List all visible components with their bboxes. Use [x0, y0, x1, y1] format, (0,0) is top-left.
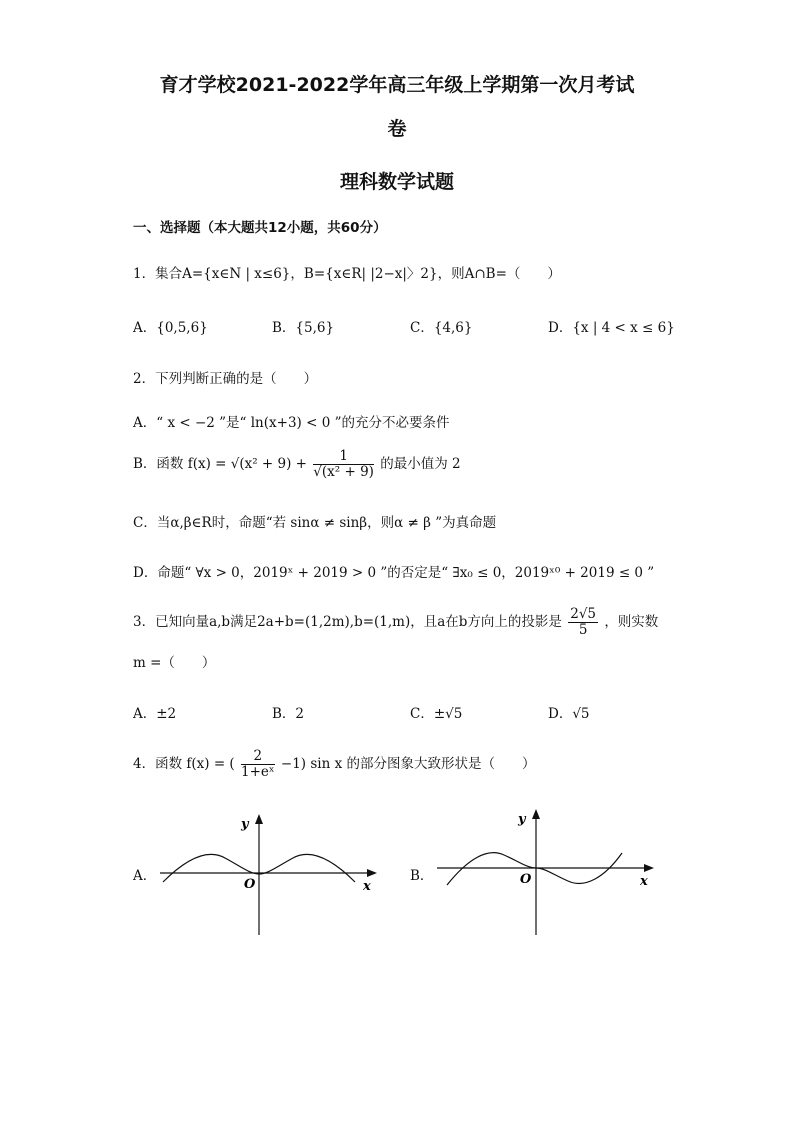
fraction-denominator: √(x² + 9)	[313, 464, 374, 480]
question-4-graph-b[interactable]	[432, 805, 662, 940]
page-subtitle: 理科数学试题	[339, 171, 454, 193]
function-curve	[447, 853, 622, 885]
question-2-option-d[interactable]: D．命题“ ∀x > 0，2019ˣ + 2019 > 0 ”的否定是“ ∃x₀ ≤ 0，2019ˣ⁰ + 2019 ≤ 0 ”	[133, 565, 655, 581]
question-1-stem: 1．集合A={x∈N | x≤6}，B={x∈R| |2−x|〉2}，则A∩B=（ ）	[133, 266, 561, 282]
section-heading: 一、选择题（本大题共12小题，共60分）	[133, 220, 387, 236]
fraction-denominator: 1+eˣ	[240, 764, 275, 780]
y-axis-label: y	[518, 812, 526, 827]
x-axis-arrow	[367, 869, 377, 877]
question-2-option-c[interactable]: C．当α,β∈R时，命题“若 sinα ≠ sinβ，则α ≠ β ”为真命题	[133, 515, 497, 531]
x-axis-arrow	[644, 864, 654, 872]
question-4-option-b-label[interactable]: B．	[410, 868, 434, 884]
question-4-graph-a[interactable]	[155, 810, 385, 940]
fraction-numerator: 2√5	[570, 606, 597, 622]
page-title-line2: 卷	[387, 118, 407, 140]
question-3-stem-line2: m =（ ）	[133, 655, 216, 671]
question-1-option-a[interactable]: A．{0,5,6}	[133, 320, 208, 336]
question-2-option-b-prefix: B．函数 f(x) = √(x² + 9) +	[133, 456, 307, 472]
question-4-fraction	[241, 749, 275, 780]
question-1-option-b[interactable]: B．{5,6}	[272, 320, 335, 336]
question-1-option-d[interactable]: D．{x | 4 < x ≤ 6}	[548, 320, 675, 336]
fraction-denominator: 5	[578, 622, 588, 638]
y-axis-arrow	[532, 809, 540, 819]
y-axis-label: y	[241, 817, 249, 832]
question-2-option-b[interactable]	[133, 449, 461, 480]
question-3-option-c[interactable]: C．±√5	[410, 706, 463, 722]
question-2-option-b-fraction	[313, 449, 374, 480]
fraction-numerator: 1	[313, 449, 374, 465]
fraction-numerator: 2	[241, 749, 275, 765]
question-3-stem-prefix: 3．已知向量a,b满足2a+b=(1,2m),b=(1,m)，且a在b方向上的投影是	[133, 614, 562, 630]
question-4-stem	[133, 749, 536, 780]
question-3-stem	[133, 607, 658, 638]
question-1-option-c[interactable]: C．{4,6}	[410, 320, 473, 336]
question-2-option-a[interactable]: A．“ x < −2 ”是“ ln(x+3) < 0 ”的充分不必要条件	[133, 415, 450, 431]
page-title-line1: 育才学校2021-2022学年高三年级上学期第一次月考试	[159, 74, 635, 96]
origin-label: O	[244, 877, 256, 892]
y-axis-arrow	[255, 814, 263, 824]
x-axis-label: x	[640, 874, 648, 889]
question-4-option-a-label[interactable]: A．	[133, 868, 157, 884]
question-2-option-b-suffix: 的最小值为 2	[380, 456, 461, 472]
question-3-option-d[interactable]: D．√5	[548, 706, 590, 722]
origin-label: O	[520, 872, 532, 887]
question-2-stem: 2．下列判断正确的是（ ）	[133, 371, 318, 387]
x-axis-label: x	[363, 879, 371, 894]
question-3-fraction	[568, 607, 598, 638]
question-3-option-b[interactable]: B．2	[272, 706, 305, 722]
question-4-stem-suffix: −1) sin x 的部分图象大致形状是（ ）	[280, 756, 536, 772]
question-4-stem-prefix: 4．函数 f(x) = (	[133, 756, 235, 772]
question-3-stem-suffix: ，则实数	[604, 614, 659, 630]
question-3-option-a[interactable]: A．±2	[133, 706, 177, 722]
